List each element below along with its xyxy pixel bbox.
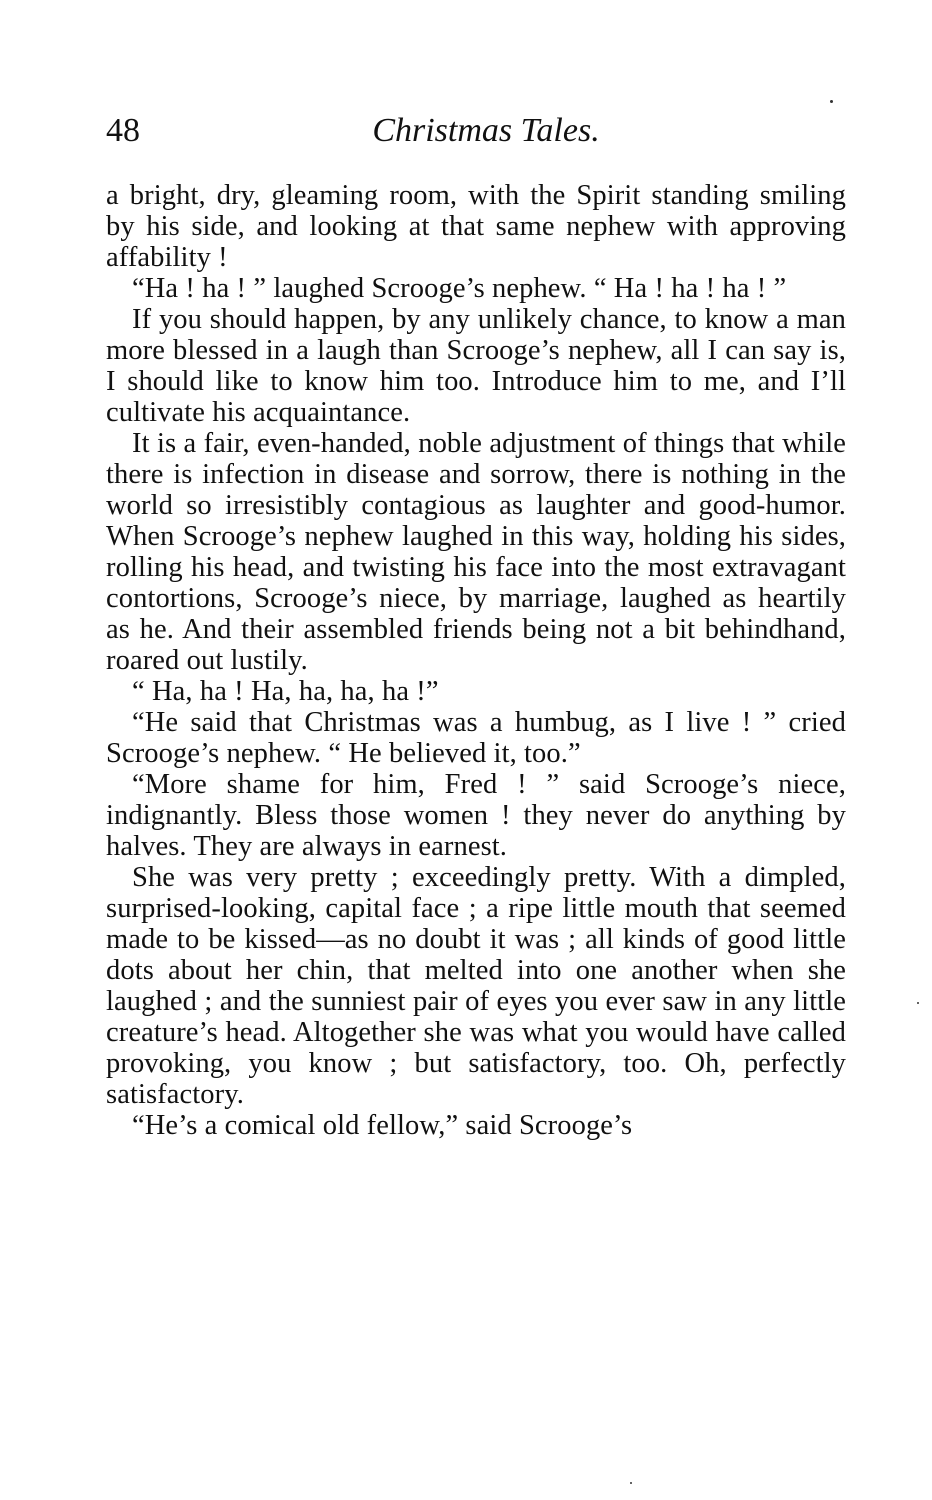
paragraph: “He’s a comical old fellow,” said Scrooge’s	[132, 1110, 633, 1141]
scan-speck	[830, 100, 833, 103]
page-header	[106, 112, 846, 162]
scan-speck	[917, 1002, 919, 1004]
running-title: Christmas Tales.	[372, 112, 600, 149]
paragraph: “He said that Christmas was a humbug, as I live ! ” cried Scrooge’s nephew. “ He believed it, too.”	[106, 707, 846, 769]
body-text	[106, 180, 846, 1141]
paragraph: If you should happen, by any unlikely chance, to know a man more blessed in a laugh than Scrooge’s nephew, all I can say is, I should like to know him too. Introduce him to me, and I’ll cultivate his acquaintance.	[106, 304, 846, 428]
paragraph: It is a fair, even-handed, noble adjustment of things that while there is infection in disease and sorrow, there is nothing in the world so irresistibly contagious as laughter and good-humor. When Scrooge’s nephew laughed in this way, holding his sides, rolling his head, and twisting his face into the most extravagant contortions, Scrooge’s niece, by marriage, laughed as heartily as he. And their assembled friends being not a bit behindhand, roared out lustily.	[106, 428, 846, 676]
paragraph: “More shame for him, Fred ! ” said Scrooge’s niece, indignantly. Bless those women ! they never do anything by halves. They are always in earnest.	[106, 769, 846, 862]
page-number: 48	[106, 112, 140, 149]
paragraph: “ Ha, ha ! Ha, ha, ha, ha !”	[132, 676, 439, 707]
paragraph: a bright, dry, gleaming room, with the Spirit standing smiling by his side, and looking at that same nephew with approving affability !	[106, 180, 846, 273]
paragraph: She was very pretty ; exceedingly pretty. With a dimpled, surprised-looking, capital face ; a ripe little mouth that seemed made to be kissed—as no doubt it was ; all kinds of good little dots about her chin, that melted into one another when she laughed ; and the sunniest pair of eyes you ever saw in any little creature’s head. Altogether she was what you would have called provoking, you know ; but satisfactory, too. Oh, perfectly satisfactory.	[106, 862, 846, 1110]
paragraph: “Ha ! ha ! ” laughed Scrooge’s nephew. “ Ha ! ha ! ha ! ”	[132, 273, 787, 304]
scan-speck	[630, 1482, 632, 1484]
